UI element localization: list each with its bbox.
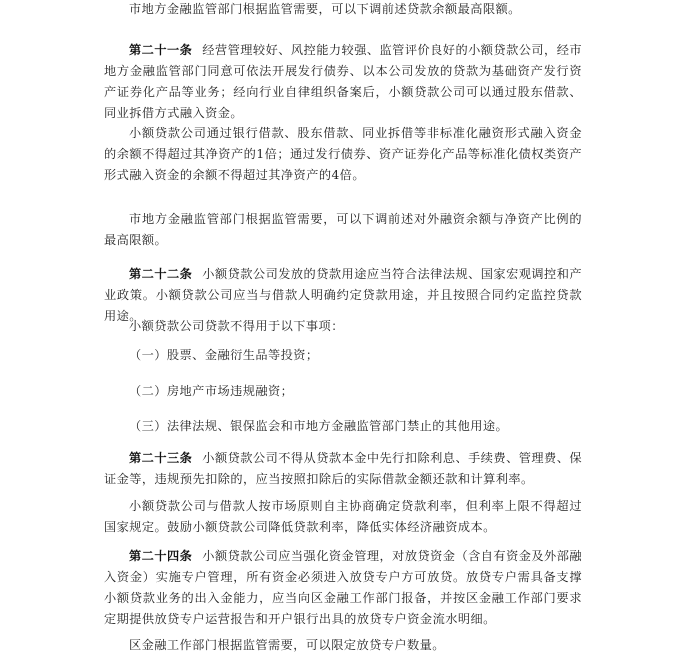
list-item-2: （二）房地产市场违规融资；	[129, 384, 294, 398]
article-21-title: 第二十一条	[129, 43, 193, 57]
article-23	[104, 448, 582, 490]
paragraph-6: 小额贷款公司贷款不得用于以下事项：	[129, 319, 344, 333]
article-24-title: 第二十四条	[129, 549, 193, 563]
list-item-1: （一）股票、金融衍生品等投资；	[129, 348, 319, 362]
paragraph-13: 区金融工作部门根据监管需要，可以限定放贷专户数量。	[129, 638, 445, 652]
article-24	[104, 546, 582, 630]
article-23-title: 第二十三条	[129, 451, 193, 465]
article-21-body: 经营管理较好、风控能力较强、监管评价良好的小额贷款公司，经市地方金融监管部门同意可依法开展发行债券、以本公司发放的贷款为基础资产发行资产证券化产品等业务；经向行业自律组织备案后，小额贷款公司可以通过股东借款、同业拆借方式融入资金。	[104, 43, 583, 120]
paragraph-1: 市地方金融监管部门根据监管需要，可以下调前述贷款余额最高限额。	[129, 2, 521, 16]
article-22-title: 第二十二条	[129, 267, 193, 281]
article-22-body: 小额贷款公司发放的贷款用途应当符合法律法规、国家宏观调控和产业政策。小额贷款公司应当与借款人明确约定贷款用途，并且按照合同约定监控贷款用途。	[104, 267, 583, 323]
paragraph-3: 小额贷款公司通过银行借款、股东借款、同业拆借等非标准化融资形式融入资金的余额不得超过其净资产的1倍；通过发行债券、资产证券化产品等标准化债权类资产形式融入资金的余额不得超过其净资产的4倍。	[104, 126, 582, 182]
list-item-3: （三）法律法规、银保监会和市地方金融监管部门禁止的其他用途。	[129, 419, 509, 433]
paragraph-4: 市地方金融监管部门根据监管需要，可以下调前述对外融资余额与净资产比例的最高限额。	[104, 212, 582, 247]
article-24-body: 小额贷款公司应当强化资金管理，对放贷资金（含自有资金及外部融入资金）实施专户管理，所有资金必须进入放贷专户方可放贷。放贷专户需具备支撑小额贷款业务的出入金能力，应当向区金融工作部门报备，并按区金融工作部门要求定期提供放贷专户运营报告和开户银行出具的放贷专户资金流水明细。	[104, 549, 583, 626]
paragraph-11: 小额贷款公司与借款人按市场原则自主协商确定贷款利率，但利率上限不得超过国家规定。鼓励小额贷款公司降低贷款利率，降低实体经济融资成本。	[104, 499, 582, 534]
article-21	[104, 40, 582, 124]
article-23-body: 小额贷款公司不得从贷款本金中先行扣除利息、手续费、管理费、保证金等，违规预先扣除的，应当按照扣除后的实际借款金额还款和计算利率。	[104, 451, 583, 486]
